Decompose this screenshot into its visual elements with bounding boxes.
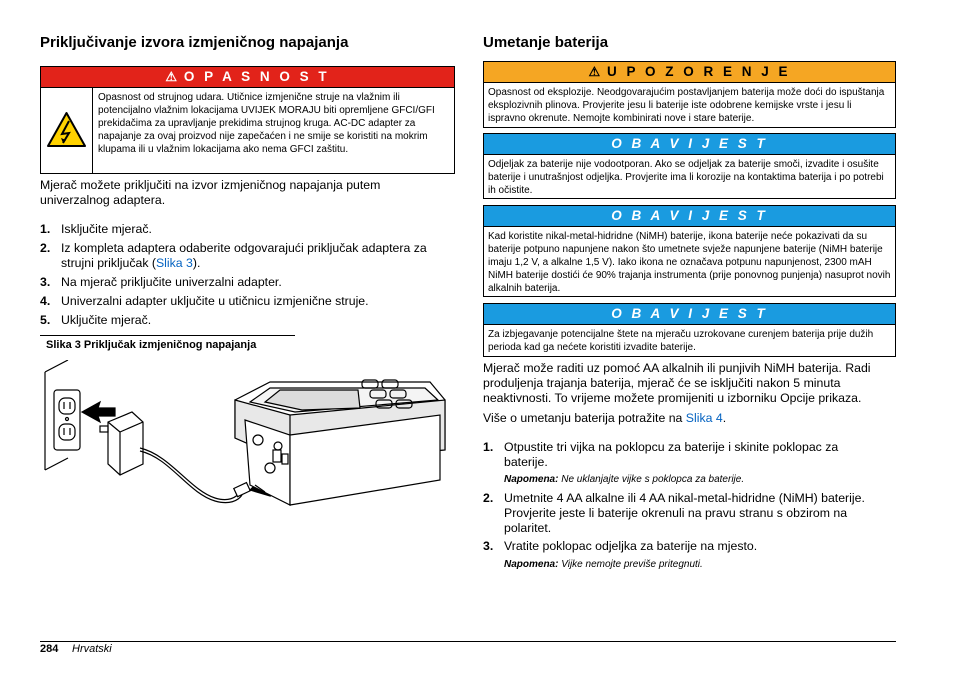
notice-box-3 (483, 303, 896, 357)
right-step-3-note: Napomena: Vijke nemojte previše pritegnuti. (504, 559, 703, 570)
wall-outlet-icon (45, 360, 80, 470)
notice-box-1 (483, 133, 896, 199)
electric-shock-icon (41, 88, 93, 174)
warning-box (483, 61, 896, 128)
notice-header: O B A V I J E S T (484, 304, 895, 325)
danger-box (40, 66, 455, 174)
warning-header-label: U P O Z O R E N J E (606, 64, 791, 79)
figure-divider (40, 335, 295, 336)
figure-4-link[interactable]: Slika 4 (685, 411, 723, 425)
batteries-paragraph: Mjerač može raditi uz pomoć AA alkalnih ili punjivih NiMH baterija. Radi produljenja trajanja baterija, mjerač će se isključiti nakon 5 minuta neaktivnosti. To vrijeme možete promijeniti u izborniku Opcije prikaza. (483, 361, 871, 405)
danger-header-label: O P A S N O S T (183, 69, 330, 84)
right-step-1-note: Napomena: Ne uklanjajte vijke s poklopca za baterije. (504, 474, 745, 485)
meter-device-icon (235, 380, 445, 505)
figure-4-reference: Više o umetanju baterija potražite na Slika 4. (483, 411, 727, 425)
notice-box-2 (483, 205, 896, 297)
warning-triangle-icon: ⚠ (165, 69, 178, 84)
figure-3-link[interactable]: Slika 3 (155, 256, 193, 270)
warning-text: Opasnost od eksplozije. Neodgovarajućim postavljanjem baterija može doći do ispuštanja eksplozivnih plinova. Provjerite jesu li baterije iste odobrene kemijske vrste i jesu li ispravno okrenute. Nemojte kombinirati nove i stare baterije. (488, 87, 885, 124)
ac-adapter-illustration (40, 360, 455, 520)
danger-text: Opasnost od strujnog udara. Utičnice izmjenične struje na vlažnim ili potencijalno vlažnim lokacijama UVIJEK MORAJU biti opremljene GFCI/GFI prekidačima za upravljanje prekidima strujnog kruga. AC-DC adapter za napajanje za ovaj proizvod nije zapečaćen i ne smije se koristiti na mokrim klupama ili u vlažnim lokacijama ako nema GFCI zaštitu. (98, 92, 435, 155)
notice-header: O B A V I J E S T (484, 206, 895, 227)
section-title-ac-power: Priključivanje izvora izmjeničnog napajanja (40, 34, 349, 51)
warning-header (484, 62, 895, 83)
section-title-batteries: Umetanje baterija (483, 34, 609, 51)
danger-header (41, 67, 454, 88)
right-step-2: 2. Umetnite 4 AA alkalne ili 4 AA nikal-metal-hidridne (NiMH) baterije. Provjerite jeste li baterije okrenuli na pravu stranu s obzirom na polaritet. (483, 491, 865, 535)
figure-caption: Slika 3 Priključak izmjeničnog napajanja (46, 339, 257, 351)
notice-text: Kad koristite nikal-metal-hidridne (NiMH) baterije, ikona baterije neće pokazivati da su baterije potpuno napunjene nakon što umetnete svježe napunjene baterije (NiMH baterije imaju 1,2 V, a alkalne 1,5 V). Iako ikona ne označava potpunu napunjenost, 2300 mAH NiMH baterije dostići će 90% trajanja instrumenta (prije ponovnog punjenja) nasuprot novih alkalnih baterija. (488, 231, 891, 294)
power-adapter-icon (100, 412, 143, 475)
notice-header: O B A V I J E S T (484, 134, 895, 155)
right-step-1: 1. Otpustite tri vijka na poklopcu za baterije i skinite poklopac za baterije. (483, 440, 839, 469)
page-number: 284 (40, 643, 59, 655)
footer-rule (40, 641, 896, 642)
warning-triangle-icon: ⚠ (588, 64, 601, 79)
left-step-2: 2. Iz kompleta adaptera odaberite odgovarajući priključak adaptera za strujni priključak (Slika 3). (40, 241, 427, 270)
notice-text: Odjeljak za baterije nije vodootporan. Ako se odjeljak za baterije smoči, izvadite i osušite baterije i unutrašnjost odjeljka. Provjerite ima li korozije na kontaktima baterija i po potrebi ih očistite. (488, 159, 884, 196)
intro-paragraph: Mjerač možete priključiti na izvor izmjeničnog napajanja putem univerzalnog adaptera. (40, 178, 381, 207)
footer-language: Hrvatski (72, 643, 112, 655)
notice-text: Za izbjegavanje potencijalne štete na mjeraču uzrokovane curenjem baterija prije dužih perioda kad ga nećete koristiti izvadite baterije. (488, 329, 874, 353)
